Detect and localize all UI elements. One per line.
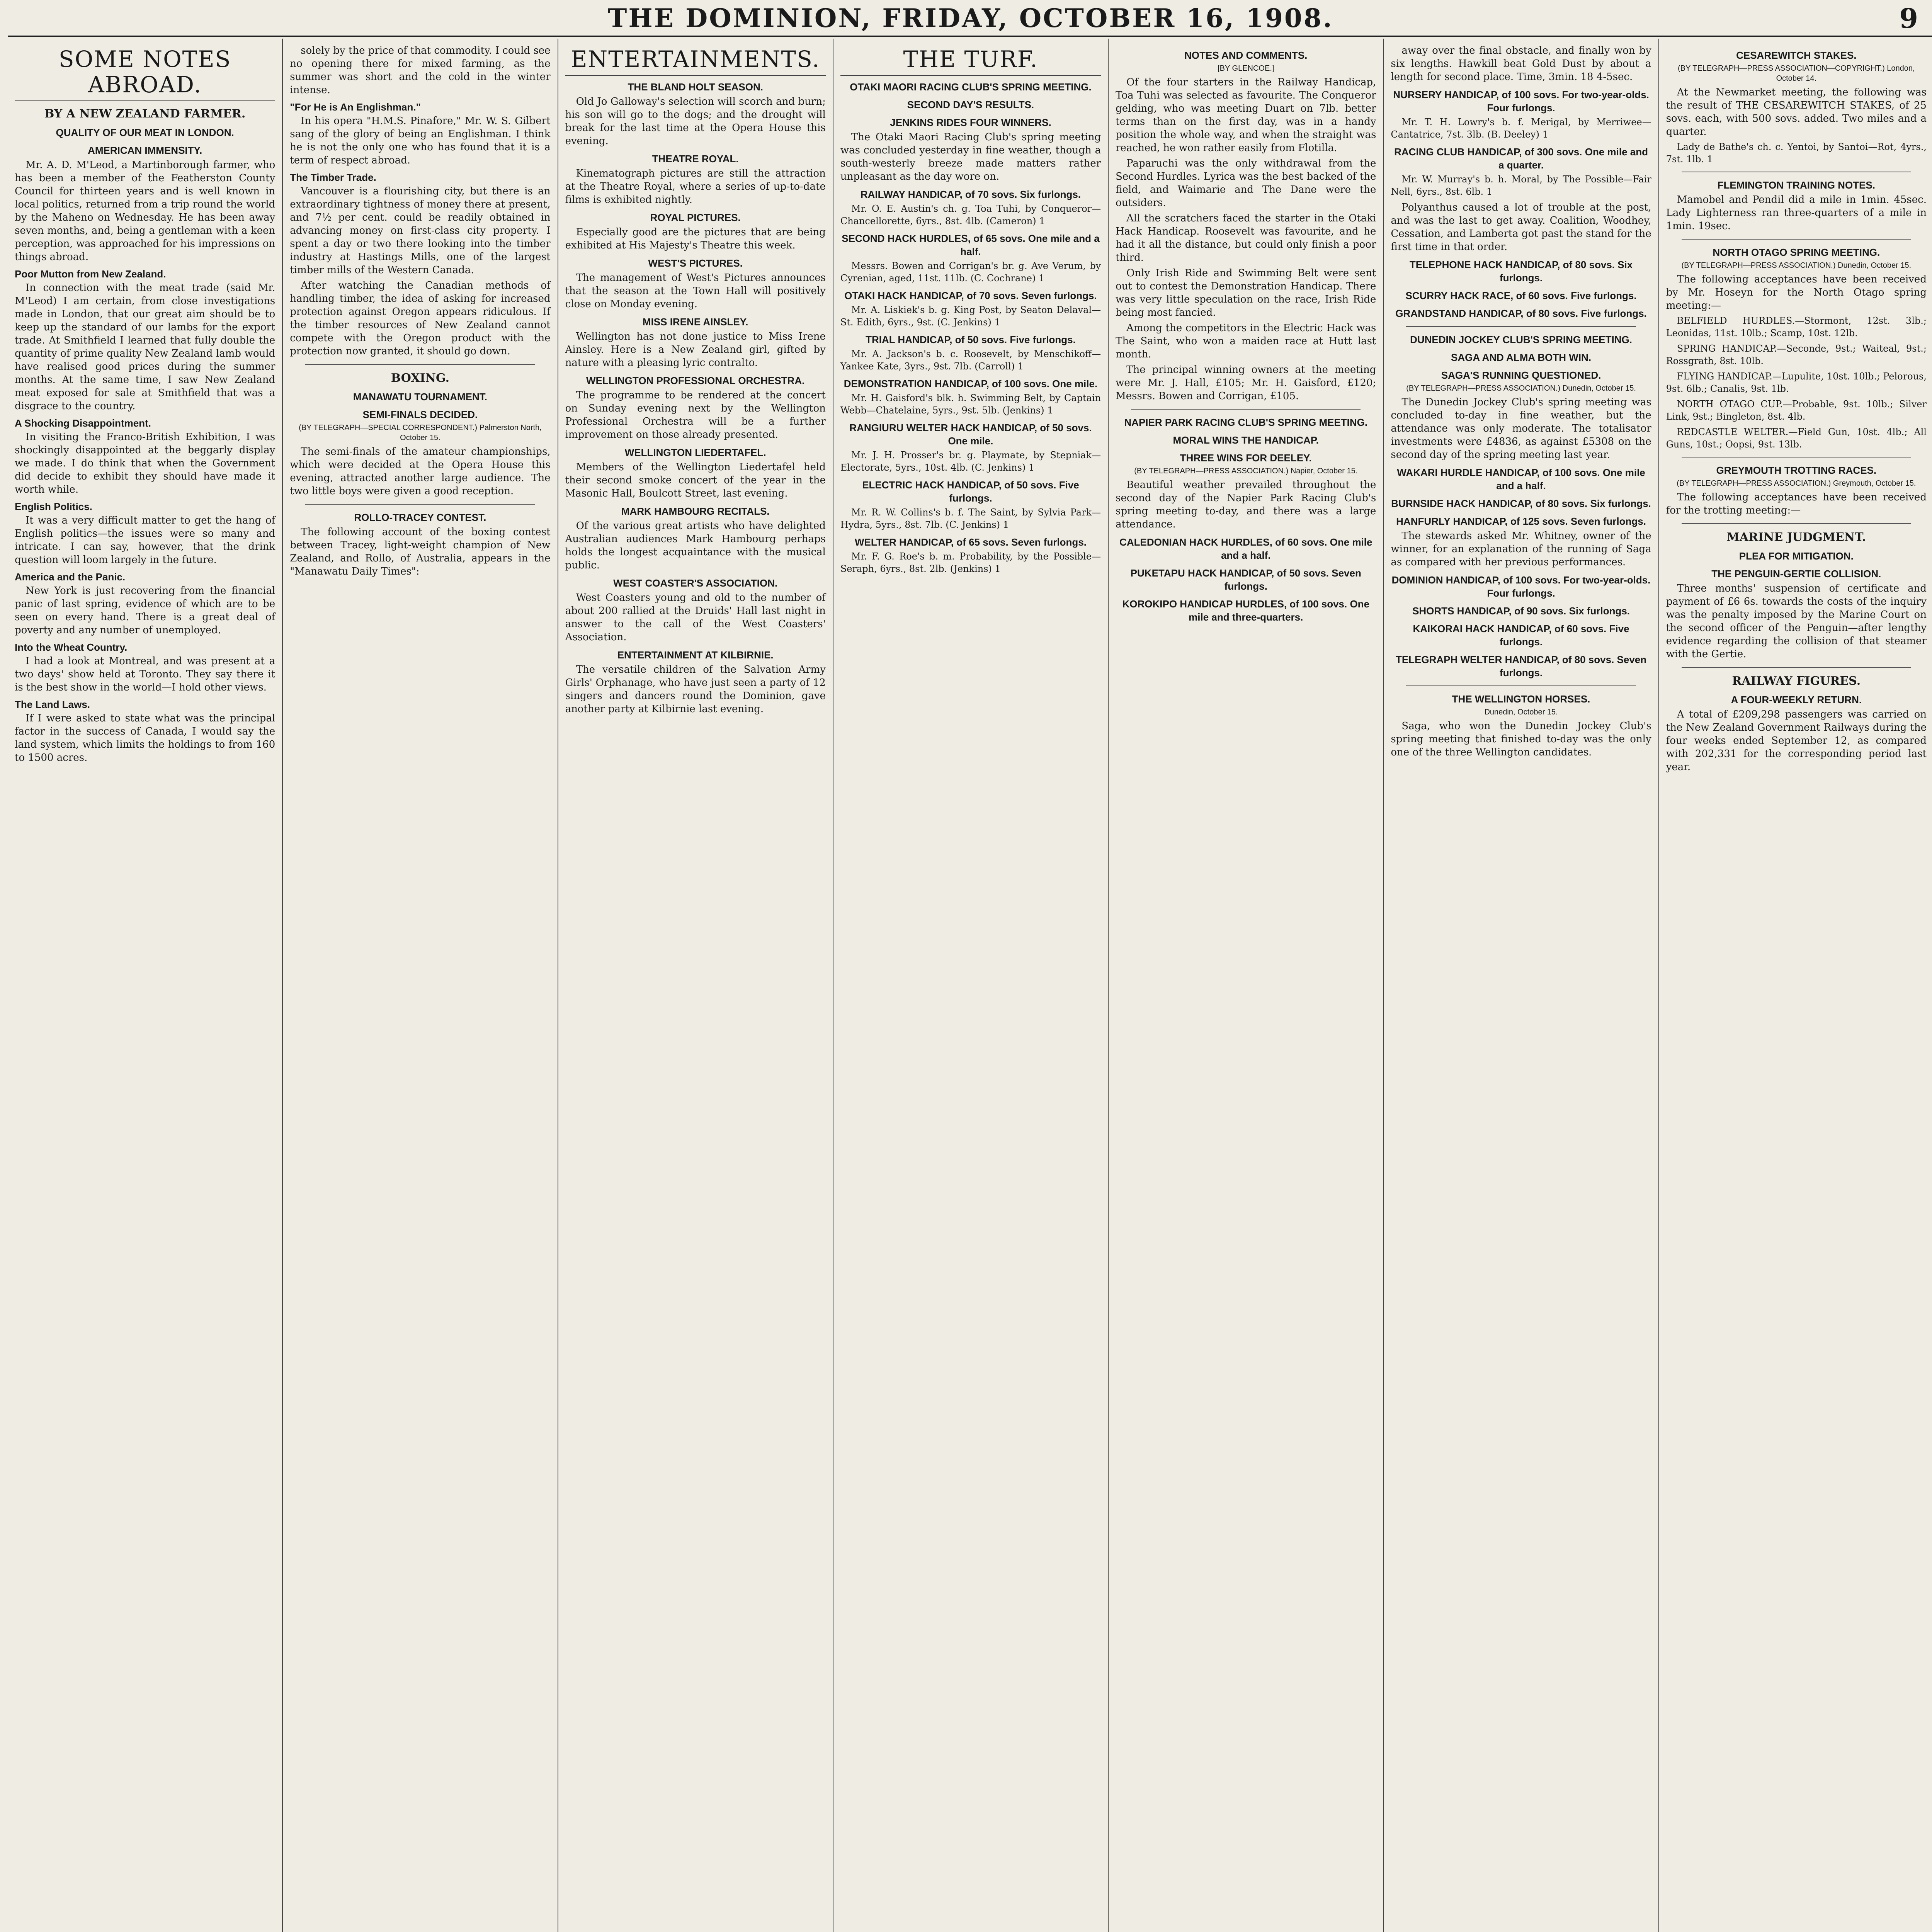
acceptance-list: SPRING HANDICAP.—Seconde, 9st.; Waiteal, 9st.; Rossgrath, 8st. 10lb.	[1666, 343, 1927, 366]
paragraph: Saga, who won the Dunedin Jockey Club's spring meeting that finished to-day was the only one of the three Wellington candidates.	[1391, 720, 1651, 758]
section-heading: NORTH OTAGO SPRING MEETING.	[1713, 247, 1880, 258]
race-heading: SHORTS HANDICAP, of 90 sovs. Six furlongs.	[1412, 605, 1630, 617]
paragraph: The Dunedin Jockey Club's spring meeting was concluded to-day in fine weather, but the attendance was only moderate. The totalisator investments were £4836, as against £5308 on the second day of the spring meeting last year.	[1391, 396, 1651, 461]
paragraph: In connection with the meat trade (said Mr. M'Leod) I am certain, from close investigations made in London, that our great aim should be to keep up the standard of our lambs for the export trade. At Smithfield I learned that fully double the quantity of prime quality New Zealand lamb would have realised good prices during the summer months. At the same time, I saw New Zealand meat exposed for sale at Smithfield that was a disgrace to the country.	[15, 282, 276, 412]
paragraph: Wellington has not done justice to Miss Irene Ainsley. Here is a New Zealand girl, gifted by nature with a pleasing lyric contralto.	[565, 331, 826, 369]
acceptance-list: NORTH OTAGO CUP.—Probable, 9st. 10lb.; Silver Link, 9st.; Bingleton, 8st. 4lb.	[1666, 399, 1927, 422]
byline: (BY TELEGRAPH—PRESS ASSOCIATION.) Dunedin, October 15.	[1681, 261, 1912, 270]
section-heading: GREYMOUTH TROTTING RACES.	[1716, 464, 1877, 476]
race-heading: TELEPHONE HACK HANDICAP, of 80 sovs. Six furlongs.	[1409, 259, 1633, 284]
race-heading: WAKARI HURDLE HANDICAP, of 100 sovs. One mile and a half.	[1397, 467, 1645, 492]
paragraph: The versatile children of the Salvation Army Girls' Orphanage, who have just seen a party of 12 singers and dancers round the Dominion, gave another party at Kilbirnie last evening.	[565, 664, 826, 715]
paragraph: A total of £209,298 passengers was carried on the New Zealand Government Railways during the four weeks ended September 12, as compared with 202,331 for the corresponding period last year.	[1666, 709, 1927, 773]
paragraph: Polyanthus caused a lot of trouble at the post, and was the last to get away. Coalition, Woodhey, Cessation, and Lamberta got past the stand for the first time in that order.	[1391, 202, 1651, 253]
paragraph: The Otaki Maori Racing Club's spring meeting was concluded yesterday in fine weather, though a south-westerly breeze made matters rather unpleasant as the day wore on.	[840, 131, 1101, 182]
page-number: 9	[1899, 2, 1918, 34]
subheading: A Shocking Disappointment.	[15, 417, 151, 429]
race-heading: RACING CLUB HANDICAP, of 300 sovs. One mile and a quarter.	[1394, 146, 1648, 171]
paragraph: Three months' suspension of certificate and payment of £6 6s. towards the costs of the inquiry was the penalty imposed by the Marine Court on the second officer of the Penguin—after lengthy evidence regarding the collision of that steamer with the Gertie.	[1666, 583, 1927, 660]
race-heading: DOMINION HANDICAP, of 100 sovs. For two-year-olds. Four furlongs.	[1391, 574, 1651, 599]
masthead-rule	[8, 36, 1932, 37]
article-heading: ENTERTAINMENTS.	[565, 46, 826, 76]
section-heading: ROYAL PICTURES.	[650, 212, 741, 223]
article-subheading: BY A NEW ZEALAND FARMER.	[44, 107, 246, 121]
section-heading: FLEMINGTON TRAINING NOTES.	[1717, 179, 1875, 191]
paragraph: Especially good are the pictures that are being exhibited at His Majesty's Theatre this week.	[565, 226, 826, 251]
paragraph: It was a very difficult matter to get the hang of English politics—the issues were so many and intricate. I can say, however, that the drink question will loom largely in the future.	[15, 515, 276, 566]
column-divider	[305, 504, 535, 505]
paragraph: Mr. A. D. M'Leod, a Martinborough farmer, who has been a member of the Featherston County Council for thirteen years and is well known in local politics, returned from a trip round the world by the Maheno on Wednesday. He has been away seven months, and, being a gentleman with a keen perception, was approached for his impressions on things abroad.	[15, 159, 276, 263]
paragraph: In visiting the Franco-British Exhibition, I was shockingly disappointed at the beggarly display we made. I do think that when the Government did decide to exhibit they should have made it worth while.	[15, 431, 276, 495]
column-divider	[1682, 523, 1911, 524]
column-divider	[1682, 667, 1911, 668]
article-heading: BOXING.	[391, 371, 450, 385]
article-heading: MARINE JUDGMENT.	[1726, 531, 1866, 544]
paragraph: solely by the price of that commodity. I could see no opening there for mixed farming, as the summer was short and the cold in the winter intense.	[290, 45, 551, 96]
paragraph: The following account of the boxing contest between Tracey, light-weight champion of New Zealand, and Rollo, of Australia, appears in the "Manawatu Daily Times":	[290, 526, 551, 577]
race-result: Messrs. Bowen and Corrigan's br. g. Ave Verum, by Cyrenian, aged, 11st. 11lb. (C. Cochrane) 1	[840, 260, 1101, 284]
column-divider	[305, 364, 535, 365]
subheading: English Politics.	[15, 501, 92, 512]
paragraph: Old Jo Galloway's selection will scorch and burn; his son will go to the dogs; and the drought will break for the last time at the Opera House this evening.	[565, 96, 826, 147]
race-heading: KOROKIPO HANDICAP HURDLES, of 100 sovs. One mile and three-quarters.	[1122, 598, 1370, 623]
section-heading: THE WELLINGTON HORSES.	[1452, 693, 1590, 705]
race-heading: CALEDONIAN HACK HURDLES, of 60 sovs. One mile and a half.	[1119, 536, 1372, 561]
newspaper-title: THE DOMINION, FRIDAY, OCTOBER 16, 1908.	[608, 3, 1333, 33]
column-2	[283, 39, 558, 1932]
section-heading: JENKINS RIDES FOUR WINNERS.	[890, 117, 1051, 128]
race-result: Mr. H. Gaisford's blk. h. Swimming Belt, by Captain Webb—Chatelaine, 5yrs., 9st. 5lb. (Jenkins) 1	[840, 393, 1101, 416]
section-heading: ROLLO-TRACEY CONTEST.	[354, 512, 486, 523]
acceptance-list: REDCASTLE WELTER.—Field Gun, 10st. 4lb.; All Guns, 10st.; Oopsi, 9st. 13lb.	[1666, 427, 1927, 450]
race-result: Mr. J. H. Prosser's br. g. Playmate, by Stepniak—Electorate, 5yrs., 10st. 4lb. (C. Jenkins) 1	[840, 450, 1101, 473]
paragraph: Of the four starters in the Railway Handicap, Toa Tuhi was selected as favourite. The Conqueror gelding, who was meeting Duart on 7lb. better terms than on the first day, was in a handy position the whole way, and when the straight was reached, he won rather easily from Flotilla.	[1116, 77, 1376, 154]
acceptance-list: BELFIELD HURDLES.—Stormont, 12st. 3lb.; Leonidas, 11st. 10lb.; Scamp, 10st. 12lb.	[1666, 315, 1927, 338]
race-heading: GRANDSTAND HANDICAP, of 80 sovs. Five furlongs.	[1395, 308, 1647, 319]
race-result: Mr. R. W. Collins's b. f. The Saint, by Sylvia Park—Hydra, 5yrs., 8st. 7lb. (C. Jenkins) 1	[840, 507, 1101, 530]
race-heading: DEMONSTRATION HANDICAP, of 100 sovs. One mile.	[844, 378, 1098, 389]
acceptance-list: FLYING HANDICAP.—Lupulite, 10st. 10lb.; Pelorous, 9st. 6lb.; Canalis, 9st. 1lb.	[1666, 371, 1927, 394]
paragraph: The following acceptances have been received for the trotting meeting:—	[1666, 492, 1927, 516]
race-result: Mr. F. G. Roe's b. m. Probability, by the Possible—Seraph, 6yrs., 8st. 2lb. (Jenkins) 1	[840, 551, 1101, 574]
byline: (BY TELEGRAPH—PRESS ASSOCIATION.) Dunedin, October 15.	[1406, 384, 1636, 393]
section-heading: MANAWATU TOURNAMENT.	[353, 391, 487, 403]
byline: [BY GLENCOE.]	[1218, 64, 1274, 73]
paragraph: Vancouver is a flourishing city, but there is an extraordinary tightness of money there at present, and 7½ per cent. could be readily obtained in advancing money on first-class city property. I spent a day or two there looking into the timber industry at Hastings Mills, one of the largest timber mills of the Western Canada.	[290, 185, 551, 276]
paragraph: If I were asked to state what was the principal factor in the success of Canada, I would say the land system, which limits the holdings to from 160 to 1500 acres.	[15, 713, 276, 764]
race-heading: NURSERY HANDICAP, of 100 sovs. For two-year-olds. Four furlongs.	[1393, 89, 1649, 114]
section-heading: A FOUR-WEEKLY RETURN.	[1731, 694, 1862, 706]
section-heading: THE BLAND HOLT SEASON.	[628, 81, 763, 93]
race-heading: KAIKORAI HACK HANDICAP, of 60 sovs. Five furlongs.	[1413, 623, 1629, 648]
race-result: Mr. T. H. Lowry's b. f. Merigal, by Merriwee—Cantatrice, 7st. 3lb. (B. Deeley) 1	[1391, 117, 1651, 140]
subheading: The Land Laws.	[15, 699, 90, 710]
section-heading: WELLINGTON PROFESSIONAL ORCHESTRA.	[586, 375, 805, 386]
race-heading: PUKETAPU HACK HANDICAP, of 50 sovs. Seven furlongs.	[1130, 567, 1361, 592]
column-divider	[1406, 685, 1636, 686]
article-heading: SOME NOTES ABROAD.	[15, 46, 275, 101]
section-heading: MISS IRENE AINSLEY.	[642, 316, 748, 328]
race-result: Mr. W. Murray's b. h. Moral, by The Possible—Fair Nell, 6yrs., 8st. 6lb. 1	[1391, 174, 1651, 197]
race-heading: BURNSIDE HACK HANDICAP, of 80 sovs. Six furlongs.	[1391, 498, 1651, 509]
subheading: The Timber Trade.	[290, 172, 376, 183]
subheading: Into the Wheat Country.	[15, 641, 128, 653]
section-heading: PLEA FOR MITIGATION.	[1739, 550, 1854, 562]
paragraph: After watching the Canadian methods of handling timber, the idea of asking for increased protection against Oregon appears ridiculous. If the timber resources of New Zealand cannot compete with the Oregon product with the protection now granted, it should go down.	[290, 280, 551, 357]
race-heading: HANFURLY HANDICAP, of 125 sovs. Seven furlongs.	[1396, 515, 1646, 527]
article-heading: CESAREWITCH STAKES.	[1736, 49, 1857, 61]
race-result: Mr. A. Jackson's b. c. Roosevelt, by Menschikoff—Yankee Kate, 3yrs., 9st. 7lb. (Carroll) 1	[840, 349, 1101, 372]
paragraph: All the scratchers faced the starter in the Otaki Hack Handicap. Roosevelt was favourite, and he had it all the distance, but could only finish a poor third.	[1116, 213, 1376, 264]
paragraph: I had a look at Montreal, and was present at a two days' show held at Toronto. They say there it is the best show in the world—I hold other views.	[15, 655, 276, 693]
paragraph: The principal winning owners at the meeting were Mr. J. Hall, £105; Mr. H. Gaisford, £120; Messrs. Bowen and Corrigan, £105.	[1116, 364, 1376, 402]
race-heading: ELECTRIC HACK HANDICAP, of 50 sovs. Five furlongs.	[862, 479, 1079, 504]
column-divider	[1131, 409, 1361, 410]
section-heading: WELLINGTON LIEDERTAFEL.	[624, 447, 766, 458]
column-4	[833, 39, 1109, 1932]
race-heading: SCURRY HACK RACE, of 60 sovs. Five furlongs.	[1405, 290, 1637, 301]
paragraph: New York is just recovering from the financial panic of last spring, evidence of which are to be seen on every hand. There is a great deal of poverty and any number of unemployed.	[15, 585, 276, 636]
race-result: Lady de Bathe's ch. c. Yentoi, by Santoi—Rot, 4yrs., 7st. 1lb. 1	[1666, 141, 1927, 165]
column-7	[1659, 39, 1932, 1932]
article-heading: THE TURF.	[840, 46, 1101, 76]
section-heading: SEMI-FINALS DECIDED.	[362, 409, 478, 420]
section-heading: QUALITY OF OUR MEAT IN LONDON.	[56, 127, 234, 138]
column-6	[1384, 39, 1659, 1932]
paragraph: In his opera "H.M.S. Pinafore," Mr. W. S. Gilbert sang of the glory of being an Englishman. I think he is not the only one who has found that it is a term of respect abroad.	[290, 115, 551, 166]
paragraph: Only Irish Ride and Swimming Belt were sent out to contest the Demonstration Handicap. There was very little speculation on the race, Irish Ride being most fancied.	[1116, 267, 1376, 318]
paragraph: At the Newmarket meeting, the following was the result of THE CESAREWITCH STAKES, of 25 sovs. each, with 500 sovs. added. Two miles and a quarter.	[1666, 87, 1927, 138]
byline: (BY TELEGRAPH—SPECIAL CORRESPONDENT.) Palmerston North, October 15.	[299, 423, 542, 442]
paragraph: The semi-finals of the amateur championships, which were decided at the Opera House this evening, attracted another large audience. The two little boys were given a good reception.	[290, 446, 551, 497]
race-result: Mr. A. Liskiek's b. g. King Post, by Seaton Delaval—St. Edith, 6yrs., 9st. (C. Jenkins) 1	[840, 304, 1101, 328]
section-heading: DUNEDIN JOCKEY CLUB'S SPRING MEETING.	[1410, 334, 1632, 345]
section-heading: NAPIER PARK RACING CLUB'S SPRING MEETING.	[1124, 417, 1368, 428]
article-heading: NOTES AND COMMENTS.	[1184, 49, 1308, 61]
race-heading: SECOND HACK HURDLES, of 65 sovs. One mile and a half.	[842, 233, 1100, 257]
paragraph: Beautiful weather prevailed throughout the second day of the Napier Park Racing Club's spring meeting to-day, and there was a large attendance.	[1116, 479, 1376, 530]
paragraph: The management of West's Pictures announces that the season at the Town Hall will positively close on Monday evening.	[565, 272, 826, 310]
section-heading: AMERICAN IMMENSITY.	[88, 145, 202, 156]
race-heading: TELEGRAPH WELTER HANDICAP, of 80 sovs. Seven furlongs.	[1395, 654, 1647, 679]
paragraph: Of the various great artists who have delighted Australian audiences Mark Hambourg perhaps holds the longest acquaintance with the musical public.	[565, 520, 826, 571]
byline: Dunedin, October 15.	[1484, 708, 1558, 716]
column-5	[1109, 39, 1384, 1932]
section-heading: WEST'S PICTURES.	[648, 257, 743, 269]
race-heading: TRIAL HANDICAP, of 50 sovs. Five furlongs.	[866, 334, 1076, 345]
section-heading: THREE WINS FOR DEELEY.	[1180, 452, 1312, 464]
paragraph: The following acceptances have been received by Mr. Hoseyn for the North Otago spring meeting:—	[1666, 274, 1927, 311]
byline: (BY TELEGRAPH—PRESS ASSOCIATION.) Greymouth, October 15.	[1677, 479, 1916, 488]
byline: (BY TELEGRAPH—PRESS ASSOCIATION.) Napier, October 15.	[1134, 467, 1358, 475]
paragraph: West Coasters young and old to the number of about 200 rallied at the Druids' Hall last night in answer to the call of the West Coasters' Association.	[565, 592, 826, 643]
paragraph: Paparuchi was the only withdrawal from the Second Hurdles. Lyrica was the best backed of the field, and Waimarie and The Dane were the outsiders.	[1116, 158, 1376, 209]
paragraph: The stewards asked Mr. Whitney, owner of the winner, for an explanation of the running of Saga as compared with her previous performances.	[1391, 530, 1651, 568]
section-heading: THE PENGUIN-GERTIE COLLISION.	[1711, 568, 1881, 580]
column-1	[8, 39, 283, 1932]
paragraph: Among the competitors in the Electric Hack was The Saint, who won a maiden race at Hutt last month.	[1116, 322, 1376, 360]
page-columns	[8, 39, 1932, 1932]
paragraph: The programme to be rendered at the concert on Sunday evening next by the Wellington Professional Orchestra will be a further improvement on those already presented.	[565, 389, 826, 440]
paragraph: Mamobel and Pendil did a mile in 1min. 45sec. Lady Lighterness ran three-quarters of a mile in 1min. 19sec.	[1666, 194, 1927, 232]
section-heading: THEATRE ROYAL.	[652, 153, 739, 165]
column-3	[558, 39, 833, 1932]
paragraph: away over the final obstacle, and finally won by six lengths. Hawkill beat Gold Dust by about a length for second place. Time, 3min. 18 4-5sec.	[1391, 45, 1651, 83]
section-heading: SECOND DAY'S RESULTS.	[907, 99, 1034, 111]
race-heading: WELTER HANDICAP, of 65 sovs. Seven furlongs.	[854, 536, 1087, 548]
column-divider	[1682, 239, 1911, 240]
race-result: Mr. O. E. Austin's ch. g. Toa Tuhi, by Conqueror—Chancellorette, 6yrs., 8st. 4lb. (Cameron) 1	[840, 203, 1101, 226]
section-heading: OTAKI MAORI RACING CLUB'S SPRING MEETING.	[850, 81, 1092, 93]
subheading: America and the Panic.	[15, 571, 126, 583]
byline: (BY TELEGRAPH—PRESS ASSOCIATION—COPYRIGHT.) London, October 14.	[1678, 64, 1915, 83]
paragraph: Members of the Wellington Liedertafel held their second smoke concert of the year in the Masonic Hall, Boulcott Street, last evening.	[565, 461, 826, 499]
race-heading: RAILWAY HANDICAP, of 70 sovs. Six furlongs.	[860, 189, 1081, 200]
paragraph: Kinematograph pictures are still the attraction at the Theatre Royal, where a series of up-to-date films is exhibited nightly.	[565, 168, 826, 206]
section-heading: SAGA AND ALMA BOTH WIN.	[1451, 352, 1592, 363]
race-heading: OTAKI HACK HANDICAP, of 70 sovs. Seven furlongs.	[844, 290, 1097, 301]
race-heading: RANGIURU WELTER HACK HANDICAP, of 50 sovs. One mile.	[849, 422, 1092, 447]
section-heading: MARK HAMBOURG RECITALS.	[621, 505, 770, 517]
masthead	[0, 0, 1932, 35]
section-heading: MORAL WINS THE HANDICAP.	[1173, 434, 1319, 446]
article-heading: RAILWAY FIGURES.	[1732, 674, 1861, 688]
section-heading: SAGA'S RUNNING QUESTIONED.	[1441, 369, 1601, 381]
section-heading: WEST COASTER'S ASSOCIATION.	[613, 577, 778, 589]
column-divider	[1406, 326, 1636, 327]
section-heading: ENTERTAINMENT AT KILBIRNIE.	[617, 649, 774, 661]
subheading: "For He is An Englishman."	[290, 101, 421, 113]
subheading: Poor Mutton from New Zealand.	[15, 268, 166, 280]
